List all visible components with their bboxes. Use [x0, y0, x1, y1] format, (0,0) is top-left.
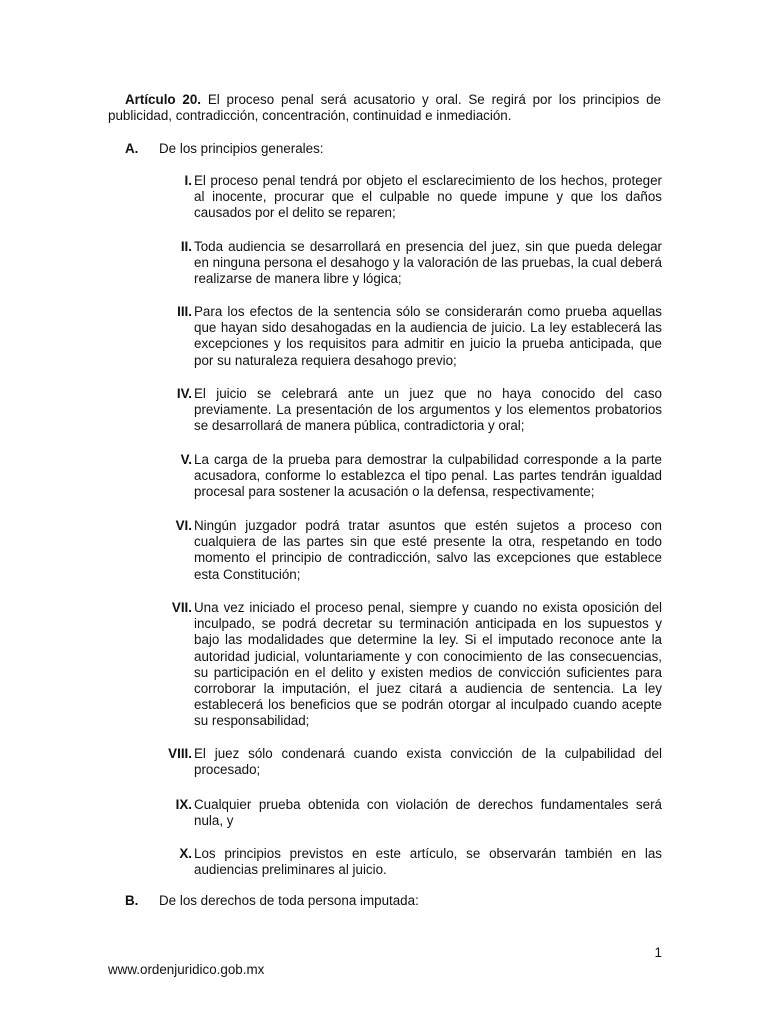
section-a-title: De los principios generales: — [159, 141, 324, 156]
list-item-number: IX. — [175, 797, 192, 812]
page-number: 1 — [654, 945, 662, 960]
list-item-number: I. — [184, 173, 192, 188]
list-item-text: El juez sólo condenará cuando exista convicción de la culpabilidad del procesado; — [194, 746, 662, 778]
list-item-number: IV. — [176, 386, 192, 401]
list-item-text: Una vez iniciado el proceso penal, siempre y cuando no exista oposición del inculpado, se podrá decretar su terminación anticipada en los supuestos y bajo las modalidades que determine la ley. Si el imputado reconoce ante la autoridad judicial, voluntariamente y con conocimiento de las consecuencias, su participación en el delito y existen medios de convicción suficientes para corroborar la imputación, el juez citará a audiencia de sentencia. La ley establecerá los beneficios que se podrán otorgar al inculpado cuando acepte su responsabilidad; — [194, 600, 662, 729]
list-item-number: VI. — [175, 518, 192, 533]
article-20-paragraph — [108, 92, 661, 124]
article-heading: Artículo 20. — [125, 92, 202, 107]
list-item-text: Ningún juzgador podrá tratar asuntos que estén sujetos a proceso con cualquiera de las partes sin que esté presente la otra, respetando en todo momento el principio de contradicción, salvo las excepciones que establece esta Constitución; — [194, 518, 662, 582]
list-item-number: X. — [179, 846, 192, 861]
section-b-title: De los derechos de toda persona imputada: — [159, 893, 419, 908]
list-item-text: El juicio se celebrará ante un juez que no haya conocido del caso previamente. La presentación de los argumentos y los elementos probatorios se desarrollará de manera pública, contradictoria y oral; — [194, 386, 662, 434]
section-a-letter: A. — [125, 141, 139, 156]
list-item-number: V. — [180, 452, 192, 467]
list-item-text: Cualquier prueba obtenida con violación de derechos fundamentales será nula, y — [194, 797, 662, 829]
list-item-text: Los principios previstos en este artículo, se observarán también en las audiencias preliminares al juicio. — [194, 846, 662, 878]
list-item-text: Toda audiencia se desarrollará en presencia del juez, sin que pueda delegar en ninguna persona el desahogo y la valoración de las pruebas, la cual deberá realizarse de manera libre y lógica; — [194, 239, 662, 287]
list-item-text: Para los efectos de la sentencia sólo se considerarán como prueba aquellas que hayan sido desahogadas en la audiencia de juicio. La ley establecerá las excepciones y los requisitos para admitir en juicio la prueba anticipada, que por su naturaleza requiera desahogo previo; — [194, 304, 662, 368]
list-item-number: III. — [177, 304, 192, 319]
list-item-number: II. — [180, 239, 192, 254]
section-b-letter: B. — [125, 893, 139, 908]
list-item-text: La carga de la prueba para demostrar la culpabilidad corresponde a la parte acusadora, conforme lo establezca el tipo penal. Las partes tendrán igualdad procesal para sostener la acusación o la defensa, respectivamente; — [194, 452, 662, 500]
footer-url: www.ordenjuridico.gob.mx — [108, 962, 265, 977]
list-item-number: VIII. — [168, 746, 192, 761]
list-item-text: El proceso penal tendrá por objeto el esclarecimiento de los hechos, proteger al inocente, procurar que el culpable no quede impune y que los daños causados por el delito se reparen; — [194, 173, 662, 221]
list-item-number: VII. — [171, 600, 192, 615]
article-text: El proceso penal será acusatorio y oral. Se regirá por los principios de publicidad, contradicción, concentración, continuidad e inmediación. — [108, 92, 661, 124]
